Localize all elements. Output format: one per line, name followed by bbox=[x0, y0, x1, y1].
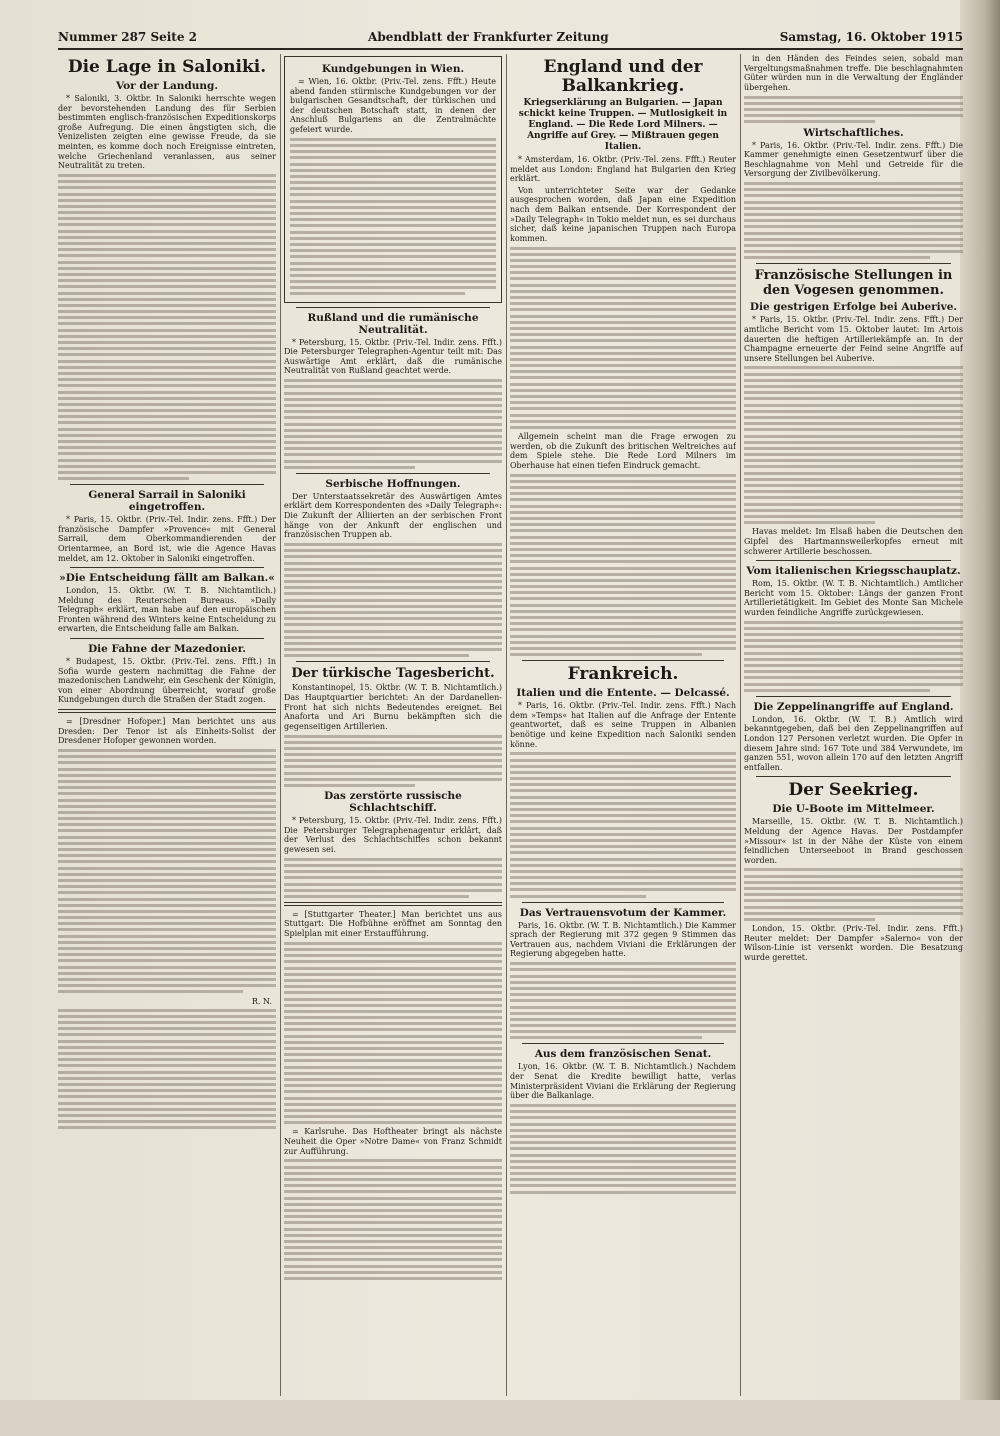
article-body-text bbox=[510, 962, 736, 1039]
masthead-rule bbox=[58, 48, 963, 50]
article-body-text bbox=[284, 379, 502, 469]
article-paragraph: Von unterrichteter Seite war der Gedanke ausgesprochen worden, daß Japan eine Expedition nach dem Balkan entsende. Der Korrespondent der »Daily Telegraph« in Tokio meldet nun, es sei durchaus sicher, daß keine japanischen Truppen nach Europa kommen. bbox=[510, 185, 736, 243]
article-paragraph: Konstantinopel, 15. Oktbr. (W. T. B. Nichtamtlich.) Das Hauptquartier berichtet: An der Dardanellen-Front hat sich nichts Bedeutendes ereignet. Bei Anaforta und Ari Burnu bekämpften sich die gegenseitigen Artillerien. bbox=[284, 683, 502, 731]
subheadline: Italien und die Entente. — Delcassé. bbox=[516, 687, 730, 700]
column-1 bbox=[58, 54, 276, 1396]
headline-italien: Vom italienischen Kriegsschauplatz. bbox=[746, 565, 961, 578]
feuilleton-body-text bbox=[284, 1159, 502, 1280]
article-body-text bbox=[510, 1104, 736, 1194]
newspaper-title: Abendblatt der Frankfurter Zeitung bbox=[368, 30, 609, 44]
issue-date: Samstag, 16. Oktober 1915 bbox=[779, 30, 963, 44]
article-paragraph: London, 15. Oktbr. (Priv.-Tel. Indir. zens. Ffft.) Reuter meldet: Der Dampfer »Salerno« von der Wilson-Linie ist versenkt worden. Die Besatzung wurde gerettet. bbox=[744, 924, 963, 962]
headline-wirtschaftliches: Wirtschaftliches. bbox=[803, 126, 904, 139]
article-paragraph: * Petersburg, 15. Oktbr. (Priv.-Tel. Indir. zens. Ffft.) Die Petersburger Telegraphen-Agentur teilt mit: Das Auswärtige Amt erklärt, daß die rumänische Neutralität von Rußland geachtet werde. bbox=[284, 337, 502, 376]
boxed-article bbox=[284, 56, 502, 303]
article-body-text bbox=[744, 182, 963, 259]
section-divider bbox=[522, 1043, 724, 1044]
section-divider bbox=[756, 776, 951, 777]
article-paragraph: Rom, 15. Oktbr. (W. T. B. Nichtamtlich.) Amtlicher Bericht vom 15. Oktober: Längs der ganzen Front Artillerietätigkeit. Im Gebiet des Monte San Michele wurden feindliche Angriffe zurückgewiesen. bbox=[744, 579, 963, 617]
headline-saloniki: Die Lage in Saloniki. bbox=[67, 57, 267, 77]
article-body-text bbox=[284, 735, 502, 788]
article-paragraph: in den Händen des Feindes seien, sobald man Vergeltungsmaßnahmen treffe. Die beschlagnahmten Güter würden nun in die Verwaltung der Engländer übergehen. bbox=[744, 54, 963, 92]
headline-senat: Aus dem französischen Senat. bbox=[534, 1048, 712, 1061]
article-body-text bbox=[284, 858, 502, 898]
subheadline: Vor der Landung. bbox=[115, 80, 218, 92]
article-body-text bbox=[744, 868, 963, 921]
headline-rumaenien: Rußland und die rumänische Neutralität. bbox=[307, 311, 479, 336]
section-divider bbox=[756, 696, 951, 697]
signature: R. N. bbox=[251, 996, 272, 1006]
column-separator bbox=[506, 54, 507, 1396]
section-divider bbox=[296, 473, 490, 474]
subheadline: Die gestrigen Erfolge bei Auberive. bbox=[749, 301, 958, 314]
article-paragraph: * Petersburg, 15. Oktbr. (Priv.-Tel. Indir. zens. Ffft.) Die Petersburger Telegraphenagentur erklärt, daß der Verlust des Schlachtschiffes schon bekannt gewesen sei. bbox=[284, 816, 502, 854]
article-paragraph: Paris, 16. Oktbr. (W. T. B. Nichtamtlich.) Die Kammer sprach der Regierung mit 372 gegen 9 Stimmen das Vertrauen aus, nachdem Viviani die Erklärungen der Regierung abgegeben hatte. bbox=[510, 920, 736, 959]
headline-schlachtschiff: Das zerstörte russische Schlachtschiff. bbox=[324, 790, 462, 815]
section-divider bbox=[522, 660, 724, 661]
article-paragraph: Lyon, 16. Oktbr. (W. T. B. Nichtamtlich.) Nachdem der Senat die Kredite bewilligt hatte, verlas Ministerpräsident Viviani die Erklärung der Regierung über die Balkanlage. bbox=[510, 1062, 736, 1101]
column-3 bbox=[510, 54, 736, 1396]
article-body-text bbox=[58, 174, 276, 480]
article-paragraph: * Paris, 15. Oktbr. (Priv.-Tel. Indir. zens. Ffft.) Der französische Dampfer »Provence« mit General Sarrail, dem Oberkommandierenden der Orientarmee, an Bord ist, wie die Agence Havas meldet, am 12. Oktober in Saloniki eingetroffen. bbox=[58, 515, 276, 563]
article-body-text bbox=[744, 366, 963, 524]
section-divider bbox=[756, 560, 951, 561]
article-body-text bbox=[284, 543, 502, 657]
section-divider bbox=[522, 902, 724, 903]
article-paragraph: * Budapest, 15. Oktbr. (Priv.-Tel. zens. Ffft.) In Sofia wurde gestern nachmittag die Fahne der mazedonischen Landwehr, ein Geschenk der Königin, von einer Abordnung überreicht, worauf große Kundgebungen durch die Straßen der Stadt zogen. bbox=[58, 657, 276, 705]
section-divider bbox=[296, 307, 490, 308]
article-body-text bbox=[510, 474, 736, 656]
section-divider bbox=[756, 263, 951, 264]
headline-zeppelin: Die Zeppelinangriffe auf England. bbox=[753, 700, 954, 713]
article-paragraph: Der Unterstaatssekretär des Auswärtigen Amtes erklärt dem Korrespondenten des »Daily Telegraph«: Die Zukunft der Alliierten an der serbischen Front hänge von der Ankunft der englischen und französischen Truppen ab. bbox=[284, 491, 502, 540]
article-paragraph: London, 16. Oktbr. (W. T. B.) Amtlich wird bekanntgegeben, daß bei den Zeppelinangriffen auf London 127 Personen verletzt wurden. Die Opfer in diesem Jahre sind: 167 Tote und 384 Verwundete, im ganzen 551, wovon allein 170 auf den letzten Angriff entfallen. bbox=[744, 714, 963, 772]
article-paragraph: = [Stuttgarter Theater.] Man berichtet uns aus Stuttgart: Die Hofbühne eröffnet am Sonntag den Spielplan mit einer Erstaufführung. bbox=[284, 909, 502, 939]
article-paragraph: London, 15. Oktbr. (W. T. B. Nichtamtlich.) Meldung des Reuterschen Bureaus. »Daily Telegraph« erklärt, man habe auf den europäischen Fronten während des Winters keine Entscheidung zu erwarten, die Entscheidung falle am Balkan. bbox=[58, 586, 276, 634]
headline-vertrauensvotum: Das Vertrauensvotum der Kammer. bbox=[519, 906, 727, 919]
feuilleton-rule bbox=[284, 902, 502, 906]
section-divider bbox=[296, 661, 490, 662]
headline-balkan: »Die Entscheidung fällt am Balkan.« bbox=[59, 572, 275, 585]
article-paragraph: * Paris, 15. Oktbr. (Priv.-Tel. Indir. zens. Ffft.) Der amtliche Bericht vom 15. Oktober lautet: Im Artois dauerten die heftigen Artilleriekämpfe an. In der Champagne erneuerte der Feind seine Angriffe auf unsere Stellungen bei Auberive. bbox=[744, 315, 963, 363]
article-body-text bbox=[510, 247, 736, 429]
headline-tuerkei: Der türkische Tagesbericht. bbox=[291, 666, 495, 682]
feuilleton-body-text bbox=[58, 749, 276, 993]
article-paragraph: * Paris, 16. Oktbr. (Priv.-Tel. Indir. zens. Ffft.) Nach dem »Temps« hat Italien auf die Anfrage der Entente geantwortet, daß es seine Truppen in Albanien benötige und keine Expedition nach Saloniki senden könne. bbox=[510, 701, 736, 749]
article-paragraph: * Saloniki, 3. Oktbr. In Saloniki herrschte wegen der bevorstehenden Landung des für Serbien bestimmten englisch-französischen Expeditionskorps große Aufregung. Die einen ängstigten sich, die Venizelisten zeigten eine gewisse Freude, da sie meinten, es komme doch noch Ereignisse eintreten, welche Griechenland veranlassen, aus seiner Neutralität zu treten. bbox=[58, 94, 276, 171]
article-paragraph: * Amsterdam, 16. Oktbr. (Priv.-Tel. zens. Ffft.) Reuter meldet aus London: England hat Bulgarien den Krieg erklärt. bbox=[510, 155, 736, 184]
article-paragraph: * Paris, 16. Oktbr. (Priv.-Tel. Indir. zens. Ffft.) Die Kammer genehmigte einen Gesetzentwurf über die Beschlagnahme von Mehl und Getreide für die Versorgung der Zivilbevölkerung. bbox=[744, 140, 963, 179]
section-divider bbox=[70, 484, 264, 485]
feuilleton-body-text bbox=[58, 1009, 276, 1130]
headline-wien: Kundgebungen in Wien. bbox=[321, 63, 465, 75]
headline-vogesen: Französische Stellungen in den Vogesen genommen. bbox=[754, 268, 953, 299]
headline-mazedonier: Die Fahne der Mazedonier. bbox=[88, 643, 246, 656]
headline-frankreich: Frankreich. bbox=[567, 664, 679, 685]
section-divider bbox=[70, 638, 264, 639]
column-4 bbox=[744, 54, 963, 1396]
article-paragraph: Havas meldet: Im Elsaß haben die Deutschen den Gipfel des Hartmannsweilerkopfes erneut mit schwerer Artillerie beschossen. bbox=[744, 527, 963, 556]
book-spine bbox=[960, 0, 1000, 1436]
headline-england: England und der Balkankrieg. bbox=[543, 57, 703, 96]
subheadline: Die U-Boote im Mittelmeer. bbox=[772, 803, 935, 816]
issue-number: Nummer 287 Seite 2 bbox=[58, 30, 198, 44]
article-paragraph: Marseille, 15. Oktbr. (W. T. B. Nichtamtlich.) Meldung der Agence Havas. Der Postdampfer »Missour« ist in der Nähe der Küste von einem feindlichen Unterseeboot in Brand geschossen worden. bbox=[744, 817, 963, 865]
feuilleton-rule bbox=[58, 709, 276, 713]
article-paragraph: Allgemein scheint man die Frage erwogen zu werden, ob die Zukunft des britischen Weltreiches auf dem Spiele stehe. Die Rede Lord Milners im Oberhause hat einen tiefen Eindruck gemacht. bbox=[510, 432, 736, 470]
section-divider bbox=[70, 567, 264, 568]
article-body-text bbox=[744, 621, 963, 692]
article-paragraph: = Wien, 16. Oktbr. (Priv.-Tel. zens. Ffft.) Heute abend fanden stürmische Kundgebungen vor der bulgarischen Gesandtschaft, der türkischen und der deutschen Botschaft statt, in denen der Anschluß Bulgariens an die Zentralmächte gefeiert wurde. bbox=[290, 77, 496, 134]
column-separator bbox=[280, 54, 281, 1396]
column-separator bbox=[740, 54, 741, 1396]
subheadline: Kriegserklärung an Bulgarien. — Japan schickt keine Truppen. — Mutlosigkeit in England. — Die Rede Lord Milners. — Angriffe auf Grey. — Mißtrauen gegen Italien. bbox=[518, 98, 728, 152]
headline-sarrail: General Sarrail in Saloniki eingetroffen. bbox=[88, 489, 246, 514]
masthead bbox=[58, 28, 963, 46]
article-paragraph: = [Dresdner Hofoper.] Man berichtet uns aus Dresden: Der Tenor ist als Einheits-Solist der Dresdener Hofoper gewonnen worden. bbox=[58, 717, 276, 746]
headline-serbien: Serbische Hoffnungen. bbox=[325, 477, 461, 490]
page-bottom-margin bbox=[0, 1400, 1000, 1436]
article-body-text bbox=[290, 138, 496, 296]
article-body-text bbox=[510, 752, 736, 897]
feuilleton-body-text bbox=[284, 942, 502, 1124]
article-paragraph: = Karlsruhe. Das Hoftheater bringt als nächste Neuheit die Oper »Notre Dame« von Franz Schmidt zur Aufführung. bbox=[284, 1127, 502, 1156]
headline-seekrieg: Der Seekrieg. bbox=[788, 780, 919, 801]
column-2 bbox=[284, 54, 502, 1396]
article-body-text bbox=[744, 96, 963, 124]
